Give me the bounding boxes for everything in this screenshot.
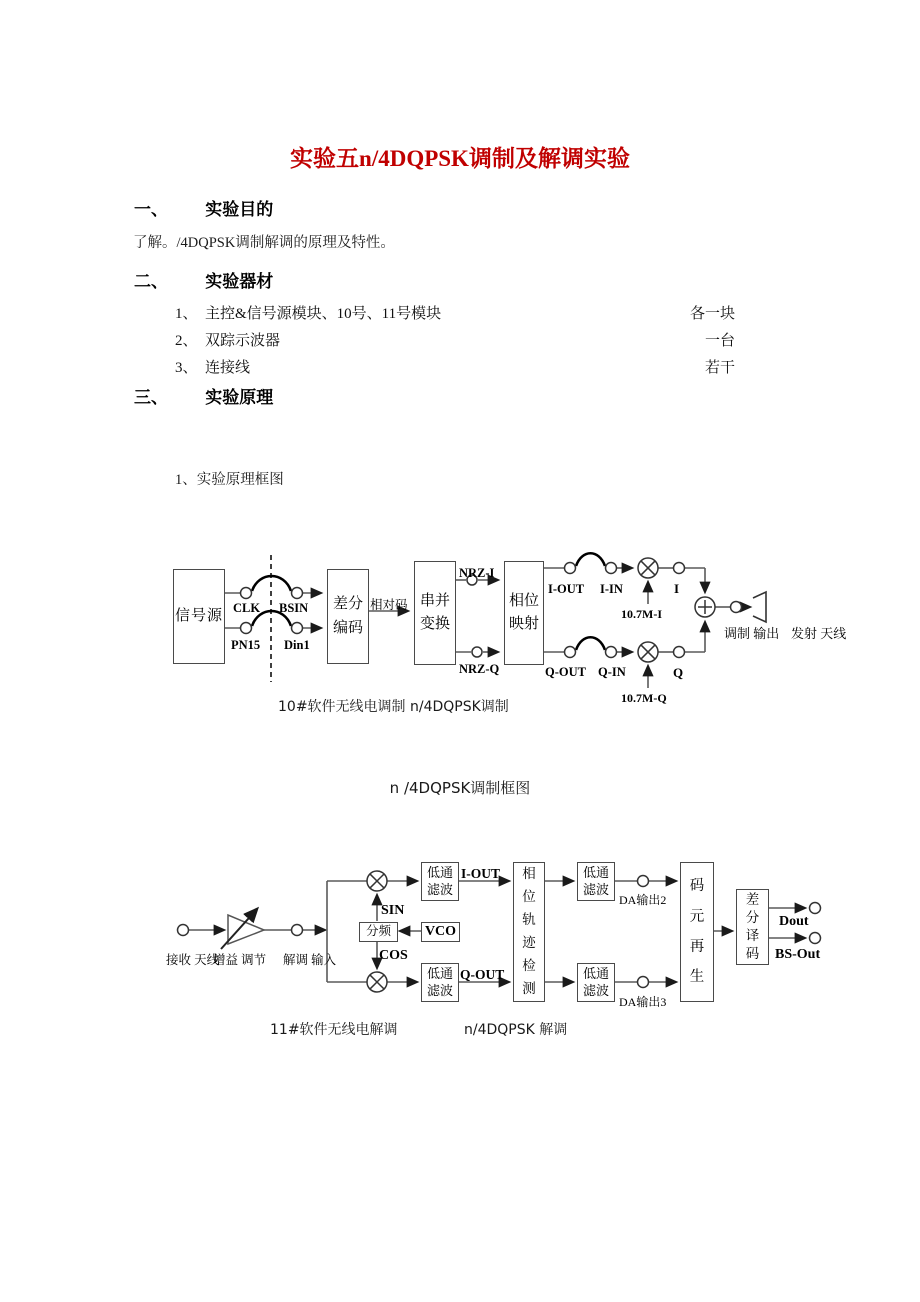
lpf-box-q: 低通 滤波 (421, 963, 459, 1002)
connector-circle (731, 602, 742, 613)
rx-antenna-label: 接收 天线 (166, 953, 220, 967)
connector-circle (638, 977, 649, 988)
section-1-title: 实验目的 (205, 200, 274, 219)
signal-source-label: 信号源 (174, 607, 223, 624)
carrier-i-label: 10.7M-I (621, 607, 662, 621)
connector-circle (241, 623, 252, 634)
diagram1-caption: 10#软件无线电调制 n/4DQPSK调制 (278, 699, 509, 715)
multiplier-icon (367, 871, 387, 891)
page-title: 实验五n/4DQPSK调制及解调实验 (290, 146, 630, 171)
symbol-regen-box: 码元再生 (680, 862, 714, 1002)
din1-label: Din1 (284, 638, 310, 652)
gain-adjust-label: 增益 调节 (213, 953, 267, 967)
equipment-item-name: 主控&信号源模块、10号、11号模块 (205, 306, 442, 322)
carrier-q-label: 10.7M-Q (621, 691, 667, 705)
phase-mapping-box: 相位 映射 (504, 561, 544, 665)
connector-circle (638, 876, 649, 887)
equipment-item-name: 连接线 (205, 360, 251, 376)
mod-output-label: 调制 输出 (724, 626, 780, 641)
serial-parallel-box: 串并 变换 (414, 561, 456, 665)
connector-circle (292, 925, 303, 936)
connector-circle (606, 563, 617, 574)
section-3-title: 实验原理 (205, 388, 274, 407)
i-branch-label: I (674, 581, 680, 596)
diagram2-caption-right: n/4DQPSK 解调 (464, 1022, 568, 1038)
purpose-body: 了解。/4DQPSK调制解调的原理及特性。 (133, 235, 395, 251)
phase-trace-detect-box: 相位轨迹检测 (513, 862, 545, 1002)
q-in-label: Q-IN (598, 665, 626, 679)
demod-q-out-label: Q-OUT (460, 967, 505, 982)
equipment-item-number: 2、 (175, 333, 198, 349)
lpf-box-da2: 低通 滤波 (577, 862, 615, 901)
connector-circle (241, 588, 252, 599)
sin-label: SIN (381, 903, 405, 918)
freq-divider-box: 分频 (359, 922, 398, 942)
equipment-item-qty: 一台 (704, 333, 735, 349)
diagram2-caption-left: 11#软件无线电解调 (270, 1022, 398, 1038)
bsin-label: BSIN (279, 601, 309, 615)
adder-icon (695, 597, 715, 617)
pn15-label: PN15 (231, 638, 261, 652)
equipment-item-qty: 若干 (704, 360, 735, 376)
equipment-item-number: 1、 (175, 306, 198, 322)
q-out-label: Q-OUT (545, 665, 586, 679)
section-3-number: 三、 (134, 388, 168, 407)
diagram1-subtitle: n /4DQPSK调制框图 (389, 779, 531, 797)
equipment-item-name: 双踪示波器 (205, 333, 281, 349)
gain-amplifier-icon (221, 909, 264, 949)
nrz-q-label: NRZ-Q (459, 662, 500, 676)
serial-parallel-label: 串并 (419, 592, 450, 609)
multiplier-icon (638, 642, 658, 662)
section-1-number: 一、 (134, 200, 168, 219)
demod-input-label: 解调 输入 (283, 953, 337, 967)
connector-circle (565, 563, 576, 574)
subsection-title: 1、实验原理框图 (175, 472, 284, 488)
connector-circle (674, 563, 685, 574)
i-in-label: I-IN (600, 582, 623, 596)
connector-circle (674, 647, 685, 658)
equipment-item-number: 3、 (175, 360, 198, 376)
multiplier-icon (638, 558, 658, 578)
relative-code-label: 相对码 (370, 598, 408, 612)
connector-circle (472, 647, 482, 657)
connector-circle (178, 925, 189, 936)
diff-encode-label: 差分 (332, 596, 363, 613)
lpf-box-i: 低通 滤波 (421, 862, 459, 901)
diff-encode-box: 差分 编码 (327, 569, 369, 664)
connector-circle (292, 588, 303, 599)
multiplier-icon (367, 972, 387, 992)
tx-antenna-icon (753, 592, 766, 622)
connector-circle (810, 903, 821, 914)
vco-box: VCO (421, 922, 460, 942)
i-out-label: I-OUT (548, 582, 585, 596)
q-branch-label: Q (673, 665, 684, 680)
da-output2-label: DA输出2 (619, 893, 667, 907)
equipment-item-qty: 各一块 (689, 306, 735, 322)
cos-label: COS (379, 948, 408, 963)
section-2-number: 二、 (134, 272, 168, 291)
da-output3-label: DA输出3 (619, 995, 667, 1009)
bs-out-label: BS-Out (775, 947, 821, 962)
connector-circle (565, 647, 576, 658)
dout-label: Dout (779, 914, 809, 929)
patch-cord-arc (576, 637, 605, 650)
patch-cord-arc (576, 553, 605, 566)
phase-mapping-label: 相位 (508, 592, 539, 609)
connector-circle (810, 933, 821, 944)
demod-i-out-label: I-OUT (461, 866, 501, 881)
connector-circle (606, 647, 617, 658)
diff-decode-box: 差分译码 (736, 889, 769, 965)
tx-antenna-label: 发射 天线 (791, 626, 847, 641)
section-2-title: 实验器材 (205, 272, 274, 291)
nrz-i-label: NRZ-I (459, 566, 495, 580)
clk-label: CLK (233, 601, 261, 615)
connector-circle (292, 623, 303, 634)
signal-source-box (173, 569, 225, 664)
lpf-box-da3: 低通 滤波 (577, 963, 615, 1002)
